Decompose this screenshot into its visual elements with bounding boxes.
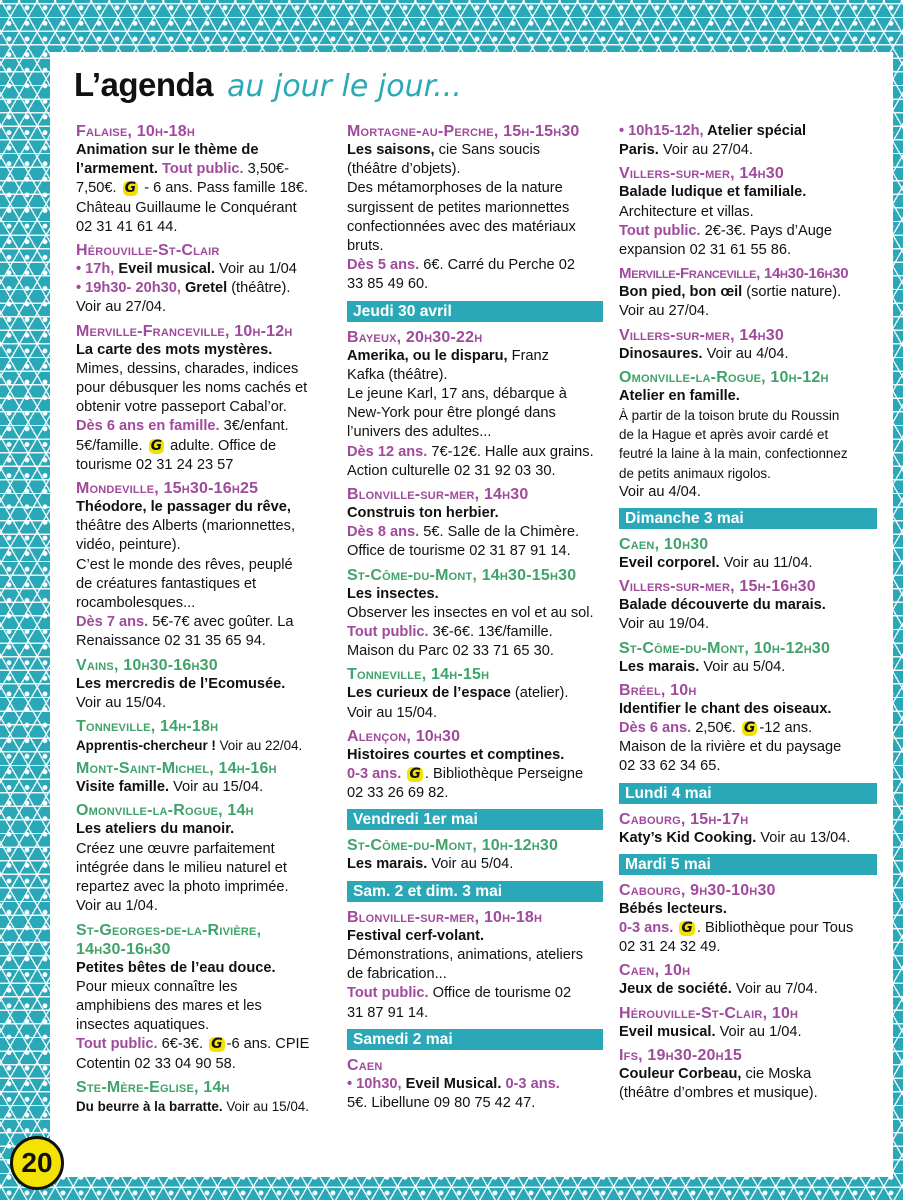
event-text: 3,50€- [243,161,290,178]
event-text: Voir au 11/04. [719,555,813,572]
event-text: (théâtre d’objets). [347,161,461,178]
event-place: Hérouville-St-Clair, 10h [619,1004,799,1022]
event-place: Caen, 10h [619,962,691,980]
event-title: Apprentis-chercheur ! [76,738,216,754]
event-text: New-York pour être plongé dans [347,405,556,422]
event-title: Les ateliers du manoir. [76,821,235,838]
event-place: Villers-sur-mer, 15h-16h30 [619,578,816,596]
event-text: adulte. Office de [166,437,277,454]
event-place: St-Georges-de-la-Rivière, [76,921,262,939]
event-caen-2 [619,535,877,573]
event-text: Voir au 27/04. [619,303,710,320]
age-label: Dès 12 ans. [347,443,428,460]
title-main: L’agenda [74,66,214,103]
event-place: Ifs, 19h30-20h15 [619,1046,742,1064]
event-caen-3 [619,961,877,999]
event-merville-2 [619,264,877,321]
event-villers-3 [619,577,877,634]
event-place: Caen, 10h30 [619,536,709,554]
event-text: -12 ans. [759,720,813,737]
event-text: 2,50€. [691,720,736,737]
age-label: Dès 6 ans. [619,720,692,737]
event-text: 31 87 91 14. [347,1004,429,1021]
event-text: intégrée dans le milieu naturel et [76,859,287,876]
event-text: Voir au 1/04. [715,1023,802,1040]
event-text: Démonstrations, animations, ateliers [347,946,584,963]
event-text: insectes aquatiques. [76,1017,210,1034]
event-text: Voir au 1/04. [76,898,158,915]
event-title: Balade découverte du marais. [619,597,826,614]
event-text: Voir au 15/04. [169,779,264,796]
event-place: Mondeville, 15h30-16h25 [76,480,259,498]
event-tonneville [76,717,334,755]
event-title: Bébés lecteurs. [619,900,727,917]
event-text: Voir au 5/04. [427,856,514,873]
event-text: Voir au 4/04. [702,345,789,362]
event-text: repartez avec la photo imprimée. [76,879,289,896]
event-text: Maison de la rivière et du paysage [619,739,842,756]
event-title: Katy’s Kid Cooking. [619,829,757,846]
date-banner: Lundi 4 mai [619,783,877,804]
age-label: Tout public. [619,222,701,239]
event-mortagne [347,122,603,295]
event-place: Ste-Mère-Eglise, 14h [76,1078,230,1096]
age-label: Tout public. [161,161,244,178]
event-place: Hérouville-St-Clair [76,242,220,260]
event-text: 33 85 49 60. [347,276,429,293]
event-omonville-2 [619,368,877,502]
event-text: expansion 02 31 61 55 86. [619,242,792,259]
event-place: Bréel, 10h [619,681,697,699]
event-text: Franz [507,347,549,364]
event-text: Observer les insectes en vol et au sol. [347,604,594,621]
column-2 [347,122,603,1117]
event-falaise [76,122,334,237]
event-text: Château Guillaume le Conquérant [76,199,297,216]
event-title: Visite famille. [76,779,170,796]
event-bayeux [347,328,603,481]
event-tonneville-2 [347,665,603,722]
event-place: Caen [347,1056,383,1074]
event-breel [619,681,877,777]
event-text: (théâtre d’ombres et musique). [619,1085,818,1102]
event-cabourg-2 [619,881,877,958]
event-text: obtenir votre passeport Cabal’or. [76,399,287,416]
age-label: 0-3 ans. [347,766,402,783]
event-place: Omonville-la-Rogue, 10h-12h [619,368,829,386]
date-banner: Samedi 2 mai [347,1029,603,1050]
event-text: Voir au 22/04. [215,738,303,754]
event-title: Théodore, le passager du rêve, [76,499,291,516]
event-place: St-Côme-du-Mont, 10h-12h30 [619,639,831,657]
event-text: 7,50€. [76,180,117,197]
event-vains [76,656,334,713]
event-title: Festival cerf-volant. [347,927,485,944]
event-place: Villers-sur-mer, 14h30 [619,326,784,344]
date-banner: Vendredi 1er mai [347,809,603,830]
event-text: cie Moska [741,1065,812,1082]
age-label: Dès 6 ans en famille. [76,418,220,435]
event-text: l’univers des adultes... [347,424,492,441]
event-text: Créez une œuvre parfaitement [76,840,275,857]
age-label: Dès 5 ans. [347,257,420,274]
event-text: 02 33 62 34 65. [619,758,721,775]
age-label: Dès 7 ans. [76,614,149,631]
event-text: C’est le monde des rêves, peuplé [76,556,293,573]
event-place: Bayeux, 20h30-22h [347,328,483,346]
event-title: Couleur Corbeau, [619,1065,742,1082]
date-banner: Dimanche 3 mai [619,508,877,529]
event-text: vidéo, peinture). [76,537,181,554]
event-blonville-2 [347,908,603,1023]
event-text: 5€-7€ avec goûter. La [148,614,294,631]
event-st-come-2 [347,836,603,874]
event-text: Voir au 15/04. [76,694,167,711]
event-st-georges [76,921,334,1074]
event-text: Mimes, dessins, charades, indices [76,360,299,377]
event-place: St-Côme-du-Mont, 14h30-15h30 [347,566,577,584]
event-text: Voir au 19/04. [619,616,710,633]
event-text: 7€-12€. Halle aux grains. [427,443,594,460]
event-mont-saint-michel [76,759,334,797]
event-text: de petits animaux rigolos. [619,465,771,481]
event-text: Des métamorphoses de la nature [347,180,563,197]
event-text: Cotentin 02 33 04 90 58. [76,1055,236,1072]
event-place: Blonville-sur-mer, 14h30 [347,486,529,504]
event-place: Tonneville, 14h-15h [347,666,490,684]
event-text: Voir au 15/04. [222,1098,309,1114]
event-time: • 17h, [76,261,115,278]
event-title: Histoires courtes et comptines. [347,746,565,763]
event-text: 5€/famille. [76,437,143,454]
age-label: 0-3 ans. [501,1075,560,1092]
event-title: Gretel [180,280,228,297]
column-1 [76,122,334,1120]
event-place: Cabourg, 9h30-10h30 [619,881,776,899]
event-title: Animation sur le thème de [76,142,259,158]
event-text: 3€/enfant. [219,418,289,435]
event-title: La carte des mots mystères. [76,341,273,358]
event-text: Voir au 27/04. [658,142,753,159]
event-text: cie Sans soucis [434,142,541,158]
event-text: théâtre des Alberts (marionnettes, [76,518,296,535]
event-title: Petites bêtes de l’eau douce. [76,959,276,976]
event-place: Omonville-la-Rogue, 14h [76,802,254,820]
event-time: • 19h30- 20h30, [76,280,181,297]
event-text: 02 31 41 61 44. [76,218,178,235]
event-text: (théâtre). [227,280,291,297]
free-badge-icon: G [211,1036,223,1053]
event-st-come-1 [347,566,603,662]
event-text: Voir au 4/04. [619,483,701,500]
event-text: - 6 ans. Pass famille 18€. [140,180,309,197]
event-text: bruts. [347,238,384,255]
event-title: Les marais. [619,658,700,675]
event-text: de créatures fantastiques et [76,575,257,592]
event-title: Paris. [619,142,659,159]
event-caen-1 [347,1056,603,1113]
event-merville [76,322,334,475]
free-badge-icon: G [124,180,137,197]
event-place: Blonville-sur-mer, 10h-18h [347,908,543,926]
age-label: Tout public. [347,985,429,1002]
event-title: Eveil Musical. [401,1075,502,1092]
event-title: Les saisons, [347,142,435,158]
event-title: Atelier en famille. [619,387,740,404]
event-text: 2€-3€. Pays d’Auge [700,222,833,239]
date-banner: Jeudi 30 avril [347,301,603,322]
event-text: amphibiens des mares et les [76,997,262,1014]
event-text: 3€-6€. 13€/famille. [428,624,553,641]
event-text: Office de tourisme 02 [428,985,572,1002]
event-text: À partir de la toison brute du Roussin [619,408,840,424]
event-text: rocambolesques... [76,595,196,612]
event-place: Cabourg, 15h-17h [619,810,749,828]
event-text: Voir au 13/04. [756,829,851,846]
age-label: Dès 8 ans. [347,524,420,541]
event-title: Identifier le chant des oiseaux. [619,700,832,717]
event-mondeville [76,479,334,652]
event-title: Bon pied, bon œil [619,284,743,301]
date-banner: Mardi 5 mai [619,854,877,875]
event-text: Office de tourisme 02 31 87 91 14. [347,543,571,560]
page-number: 20 [10,1136,64,1190]
event-title: Dinosaures. [619,345,703,362]
event-omonville [76,801,334,916]
event-text: 02 31 24 32 49. [619,939,721,956]
event-ste-mere-eglise [76,1078,334,1116]
event-text: Voir au 27/04. [76,299,167,316]
event-title: Eveil corporel. [619,555,720,572]
event-text: Kafka (théâtre). [347,366,448,383]
event-place: Merville-Franceville, 10h-12h [76,322,293,340]
event-place: Falaise, 10h-18h [76,123,196,140]
event-place: Villers-sur-mer, 14h30 [619,165,784,183]
event-title: Atelier spécial [703,123,807,139]
event-text: Pour mieux connaître les [76,978,238,995]
free-badge-icon: G [409,766,421,783]
event-cabourg-1 [619,810,877,848]
event-title: Balade ludique et familiale. [619,184,807,201]
event-title: Eveil musical. [114,261,215,278]
page-title [74,66,462,104]
event-title: Les marais. [347,856,428,873]
event-text: (sortie nature). [742,284,842,301]
event-text: 6€-3€. [157,1036,204,1053]
event-time: • 10h30, [347,1075,402,1092]
event-text: Action culturelle 02 31 92 03 30. [347,462,556,479]
event-place: Mont-Saint-Michel, 14h-16h [76,760,277,778]
event-place: Vains, 10h30-16h30 [76,656,218,674]
event-villers-2 [619,326,877,364]
event-text: tourisme 02 31 24 23 57 [76,456,234,473]
event-ifs [619,1046,877,1103]
event-title: Les insectes. [347,585,439,602]
event-st-come-3 [619,639,877,677]
free-badge-icon: G [743,720,756,737]
event-title: Amerika, ou le disparu, [347,347,508,364]
event-text: pour débusquer les noms cachés et [76,380,308,397]
event-time: • 10h15-12h, [619,123,704,139]
event-text: -6 ans. CPIE [226,1036,310,1053]
age-label: Tout public. [76,1036,158,1053]
event-time: 14h30-16h30 [76,940,171,958]
event-blonville-1 [347,485,603,562]
event-title: Construis ton herbier. [347,505,499,522]
event-place: Merville-Franceville, 14h30-16h30 [619,265,849,283]
event-title: Jeux de société. [619,981,732,998]
event-text: 6€. Carré du Perche 02 [419,257,575,274]
event-text: de la Hague et après avoir cardé et [619,427,829,443]
event-text: (atelier). [510,685,569,702]
event-place: St-Côme-du-Mont, 10h-12h30 [347,837,559,855]
event-place: Mortagne-au-Perche, 15h-15h30 [347,123,580,140]
event-paris-workshop [619,122,877,160]
event-text: de fabrication... [347,966,447,983]
event-alencon [347,727,603,804]
date-banner: Sam. 2 et dim. 3 mai [347,881,603,902]
event-text: Renaissance 02 31 35 65 94. [76,633,266,650]
age-label: Tout public. [347,624,429,641]
event-text: Architecture et villas. [619,203,754,220]
event-text: Voir au 15/04. [347,704,438,721]
event-text: Le jeune Karl, 17 ans, débarque à [347,386,567,403]
event-text: 5€. Salle de la Chimère. [419,524,580,541]
event-text: 5€. Libellune 09 80 75 42 47. [347,1094,536,1111]
event-title: Eveil musical. [619,1023,716,1040]
event-villers-1 [619,164,877,260]
event-title: Les mercredis de l’Ecomusée. [76,675,286,692]
event-text: Maison du Parc 02 33 71 65 30. [347,643,554,660]
event-herouville [76,241,334,318]
event-text: . Bibliothèque Perseigne [424,766,584,783]
event-text: feutré la laine à la main, confectionnez [619,446,848,462]
title-script: au jour le jour... [227,69,462,104]
free-badge-icon: G [150,437,163,454]
event-title: l’armement. [76,161,158,178]
free-badge-icon: G [681,920,693,937]
column-3 [619,122,877,1107]
event-title: Du beurre à la barratte. [76,1098,223,1114]
age-label: 0-3 ans. [619,920,674,937]
event-title: Les curieux de l’espace [347,685,511,702]
event-text: . Bibliothèque pour Tous [696,920,854,937]
event-text: confectionnées avec des matériaux [347,218,576,235]
event-text: 02 33 26 69 82. [347,785,449,802]
event-text: Voir au 7/04. [731,981,818,998]
event-text: Voir au 1/04 [214,261,297,278]
event-text: Voir au 5/04. [699,658,786,675]
event-text: surgissent de petites marionnettes [347,199,570,216]
event-herouville-2 [619,1004,877,1042]
event-place: Tonneville, 14h-18h [76,718,219,736]
event-place: Alençon, 10h30 [347,727,461,745]
